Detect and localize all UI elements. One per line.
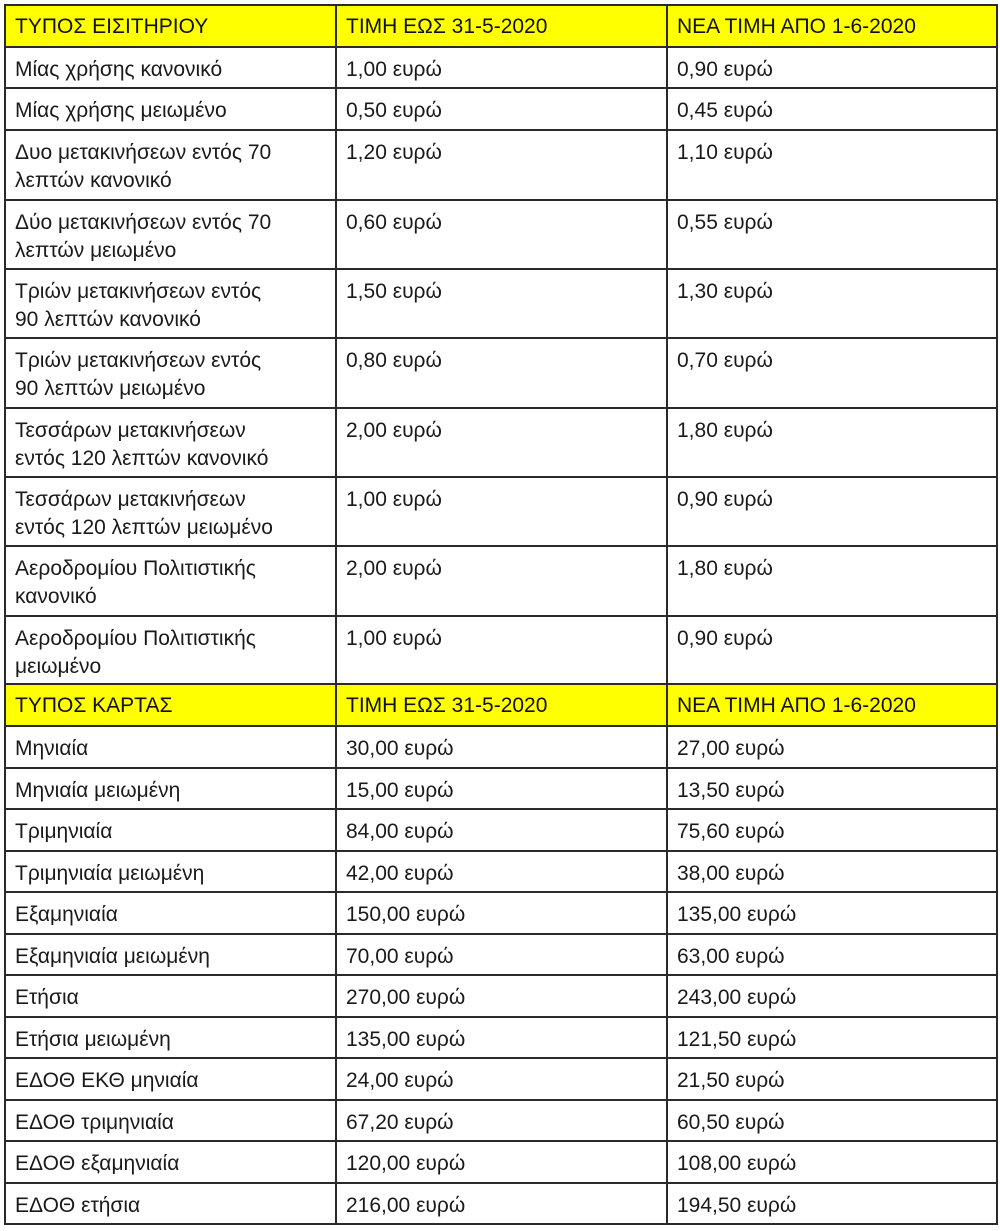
new-price: 0,90 ευρώ — [667, 477, 997, 546]
ticket-type — [5, 546, 336, 616]
ticket-type — [5, 200, 336, 269]
ticket-type — [5, 88, 336, 130]
ticket-type — [5, 338, 336, 408]
new-price: 1,80 ευρώ — [667, 546, 997, 616]
new-price: 0,55 ευρώ — [667, 200, 997, 269]
ticket-row — [5, 546, 997, 616]
card-row — [5, 726, 997, 768]
new-price: 0,90 ευρώ — [667, 616, 997, 684]
card-row — [5, 975, 997, 1017]
new-price: 38,00 ευρώ — [667, 851, 997, 892]
old-price: 0,50 ευρώ — [336, 88, 667, 130]
old-price: 1,00 ευρώ — [336, 477, 667, 546]
card-row — [5, 1058, 997, 1100]
new-price: 108,00 ευρώ — [667, 1141, 997, 1183]
ticket-type — [5, 408, 336, 477]
ticket-type-line: λεπτών μειωμένο — [15, 239, 177, 262]
card-type: Τριμηνιαία — [5, 809, 336, 851]
ticket-type — [5, 47, 336, 88]
card-type: Μηνιαία μειωμένη — [5, 768, 336, 809]
card-type: Εξαμηνιαία — [5, 892, 336, 934]
old-price: 42,00 ευρώ — [336, 851, 667, 892]
new-price: 243,00 ευρώ — [667, 975, 997, 1017]
new-price: 0,45 ευρώ — [667, 88, 997, 130]
card-row — [5, 851, 997, 892]
ticket-type-line: εντός 120 λεπτών μειωμένο — [15, 516, 273, 539]
new-price: 135,00 ευρώ — [667, 892, 997, 934]
ticket-type — [5, 269, 336, 338]
card-type: Τριμηνιαία μειωμένη — [5, 851, 336, 892]
card-row — [5, 1183, 997, 1224]
new-price: 0,90 ευρώ — [667, 47, 997, 88]
new-price: 121,50 ευρώ — [667, 1017, 997, 1058]
ticket-type-line: Τριών μετακινήσεων εντός — [15, 349, 262, 372]
card-type: Εξαμηνιαία μειωμένη — [5, 934, 336, 975]
price-table — [4, 4, 998, 1225]
old-price: 0,80 ευρώ — [336, 338, 667, 408]
new-price: 60,50 ευρώ — [667, 1100, 997, 1141]
old-price: 150,00 ευρώ — [336, 892, 667, 934]
card-row — [5, 934, 997, 975]
ticket-header-row — [5, 5, 997, 47]
ticket-row — [5, 88, 997, 130]
old-price: 2,00 ευρώ — [336, 546, 667, 616]
card-row — [5, 1100, 997, 1141]
ticket-type-line: Αεροδρομίου Πολιτιστικής — [15, 557, 256, 580]
old-price: 2,00 ευρώ — [336, 408, 667, 477]
card-row — [5, 1017, 997, 1058]
card-type: ΕΔΟΘ εξαμηνιαία — [5, 1141, 336, 1183]
card-type: ΕΔΟΘ τριμηνιαία — [5, 1100, 336, 1141]
new-price: 1,10 ευρώ — [667, 130, 997, 200]
ticket-type-line: 90 λεπτών κανονικό — [15, 308, 201, 331]
new-price: 194,50 ευρώ — [667, 1183, 997, 1224]
old-price: 0,60 ευρώ — [336, 200, 667, 269]
ticket-type-line: κανονικό — [15, 585, 97, 608]
old-price: 135,00 ευρώ — [336, 1017, 667, 1058]
ticket-type — [5, 616, 336, 684]
card-header-row — [5, 684, 997, 726]
old-price-header: ΤΙΜΗ ΕΩΣ 31-5-2020 — [336, 684, 667, 726]
card-row — [5, 892, 997, 934]
card-type: Μηνιαία — [5, 726, 336, 768]
old-price: 84,00 ευρώ — [336, 809, 667, 851]
old-price: 67,20 ευρώ — [336, 1100, 667, 1141]
ticket-type-line: λεπτών κανονικό — [15, 169, 172, 192]
old-price: 15,00 ευρώ — [336, 768, 667, 809]
old-price: 270,00 ευρώ — [336, 975, 667, 1017]
ticket-type-line: Τριών μετακινήσεων εντός — [15, 280, 262, 303]
card-type: Ετήσια μειωμένη — [5, 1017, 336, 1058]
new-price: 63,00 ευρώ — [667, 934, 997, 975]
ticket-type — [5, 130, 336, 200]
card-type-header: ΤΥΠΟΣ ΚΑΡΤΑΣ — [5, 684, 336, 726]
old-price: 1,20 ευρώ — [336, 130, 667, 200]
ticket-row — [5, 200, 997, 269]
ticket-row — [5, 47, 997, 88]
ticket-type-line: εντός 120 λεπτών κανονικό — [15, 447, 269, 470]
new-price: 1,30 ευρώ — [667, 269, 997, 338]
ticket-type-line: Μίας χρήσης μειωμένο — [15, 99, 227, 122]
ticket-type — [5, 477, 336, 546]
old-price: 30,00 ευρώ — [336, 726, 667, 768]
ticket-type-line: Μίας χρήσης κανονικό — [15, 58, 223, 81]
ticket-type-line: Τεσσάρων μετακινήσεων — [15, 488, 246, 511]
card-row — [5, 1141, 997, 1183]
ticket-type-line: Τεσσάρων μετακινήσεων — [15, 419, 246, 442]
old-price: 24,00 ευρώ — [336, 1058, 667, 1100]
ticket-row — [5, 269, 997, 338]
ticket-row — [5, 130, 997, 200]
new-price-header: ΝΕΑ ΤΙΜΗ ΑΠΟ 1-6-2020 — [667, 684, 997, 726]
old-price-header: ΤΙΜΗ ΕΩΣ 31-5-2020 — [336, 5, 667, 47]
price-table-body — [5, 5, 997, 1224]
old-price: 1,00 ευρώ — [336, 47, 667, 88]
ticket-type-line: Δύο μετακινήσεων εντός 70 — [15, 211, 272, 234]
new-price-header: ΝΕΑ ΤΙΜΗ ΑΠΟ 1-6-2020 — [667, 5, 997, 47]
ticket-type-header: ΤΥΠΟΣ ΕΙΣΙΤΗΡΙΟΥ — [5, 5, 336, 47]
ticket-type-line: 90 λεπτών μειωμένο — [15, 377, 206, 400]
ticket-row — [5, 338, 997, 408]
ticket-row — [5, 408, 997, 477]
card-type: Ετήσια — [5, 975, 336, 1017]
ticket-row — [5, 616, 997, 684]
old-price: 70,00 ευρώ — [336, 934, 667, 975]
card-row — [5, 809, 997, 851]
new-price: 13,50 ευρώ — [667, 768, 997, 809]
card-type: ΕΔΟΘ ετήσια — [5, 1183, 336, 1224]
card-type: ΕΔΟΘ ΕΚΘ μηνιαία — [5, 1058, 336, 1100]
ticket-type-line: μειωμένο — [15, 655, 102, 678]
old-price: 1,00 ευρώ — [336, 616, 667, 684]
old-price: 1,50 ευρώ — [336, 269, 667, 338]
ticket-type-line: Αεροδρομίου Πολιτιστικής — [15, 627, 256, 650]
ticket-type-line: Δυο μετακινήσεων εντός 70 — [15, 141, 272, 164]
old-price: 120,00 ευρώ — [336, 1141, 667, 1183]
old-price: 216,00 ευρώ — [336, 1183, 667, 1224]
card-row — [5, 768, 997, 809]
new-price: 1,80 ευρώ — [667, 408, 997, 477]
new-price: 75,60 ευρώ — [667, 809, 997, 851]
new-price: 27,00 ευρώ — [667, 726, 997, 768]
new-price: 21,50 ευρώ — [667, 1058, 997, 1100]
new-price: 0,70 ευρώ — [667, 338, 997, 408]
ticket-row — [5, 477, 997, 546]
